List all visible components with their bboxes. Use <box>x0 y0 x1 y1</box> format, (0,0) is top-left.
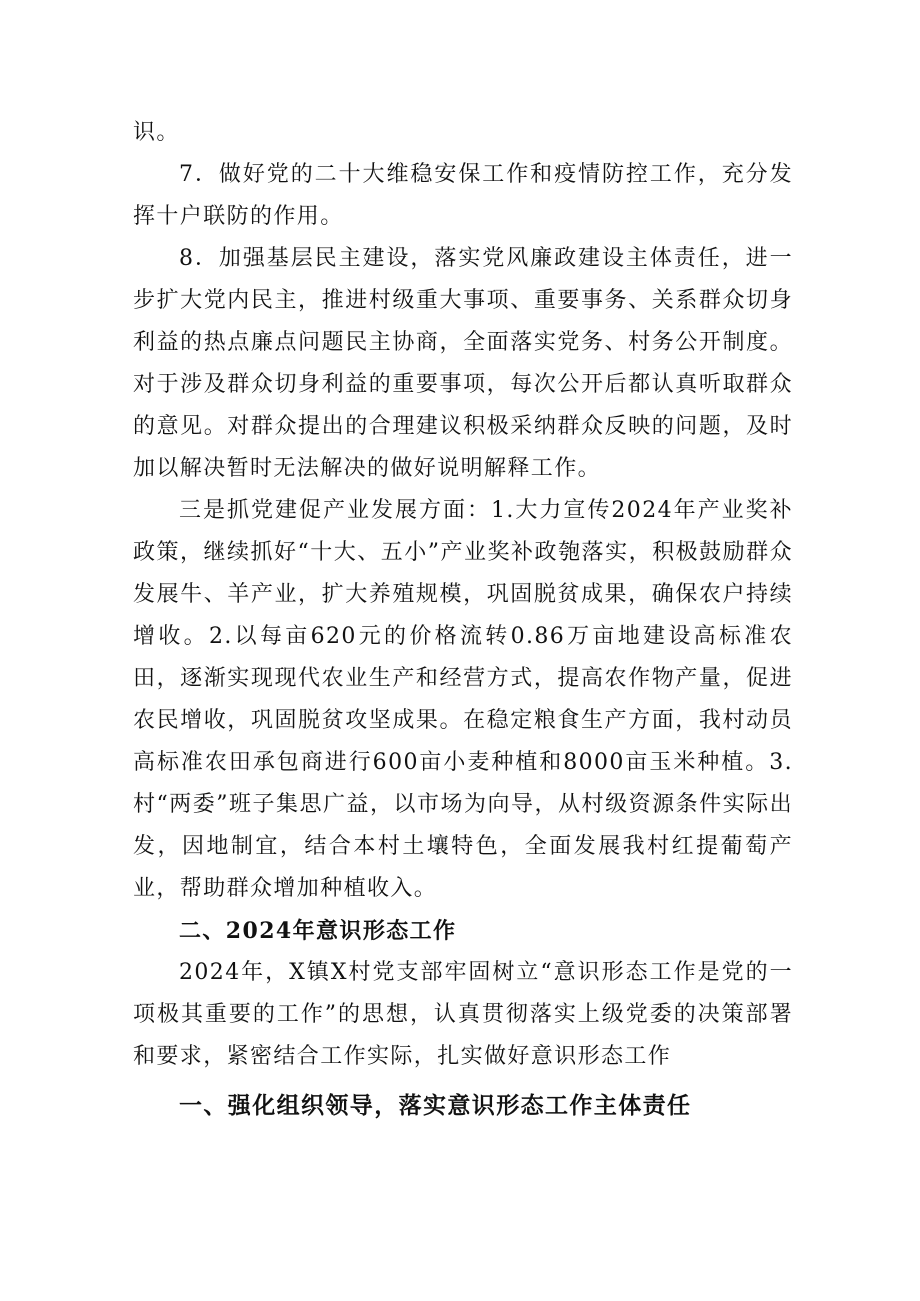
section-paragraph: 2024年，X镇X村党支部牢固树立“意识形态工作是党的一项极其重要的工作”的思想，认真贯彻落实上级党委的决策部署和要求，紧密结合工作实际，扎实做好意识形态工作 <box>133 960 793 1069</box>
paragraph-item-7: 7．做好党的二十大维稳安保工作和疫情防控工作，充分发挥十户联防的作用。 <box>133 162 793 229</box>
paragraph-continuation: 识。 <box>133 120 180 145</box>
document-body <box>133 112 793 1128</box>
section-heading: 二、2024年意识形态工作 <box>179 918 457 944</box>
paragraph-item-8: 8．加强基层民主建设，落实党风廉政建设主体责任，进一步扩大党内民主，推进村级重大事项、重要事务、关系群众切身利益的热点廉点问题民主协商，全面落实党务、村务公开制度。对于涉及群众切身利益的重要事项，每次公开后都认真听取群众的意见。对群众提出的合理建议积极采纳群众反映的问题，及时加以解决暂时无法解决的做好说明解释工作。 <box>133 246 793 481</box>
paragraph-industry-development: 三是抓党建促产业发展方面：1.大力宣传2024年产业奖补政策，继续抓好“十大、五小”产业奖补政匏落实，积极鼓励群众发展牛、羊产业，扩大养殖规模，巩固脱贫成果，确保农户持续增收。2.以每亩620元的价格流转0.86万亩地建设高标准农田，逐渐实现现代农业生产和经营方式，提高农作物产量，促进农民增收，巩固脱贫攻坚成果。在稳定粮食生产方面，我村动员高标准农田承包商进行600亩小麦种植和8000亩玉米种植。3.村“两委”班子集思广益，以市场为向导，从村级资源条件实际出发，因地制宜，结合本村土壤特色，全面发展我村红提葡萄产业，帮助群众增加种植收入。 <box>133 498 793 901</box>
subheading: 一、强化组织领导，落实意识形态工作主体责任 <box>179 1093 692 1119</box>
